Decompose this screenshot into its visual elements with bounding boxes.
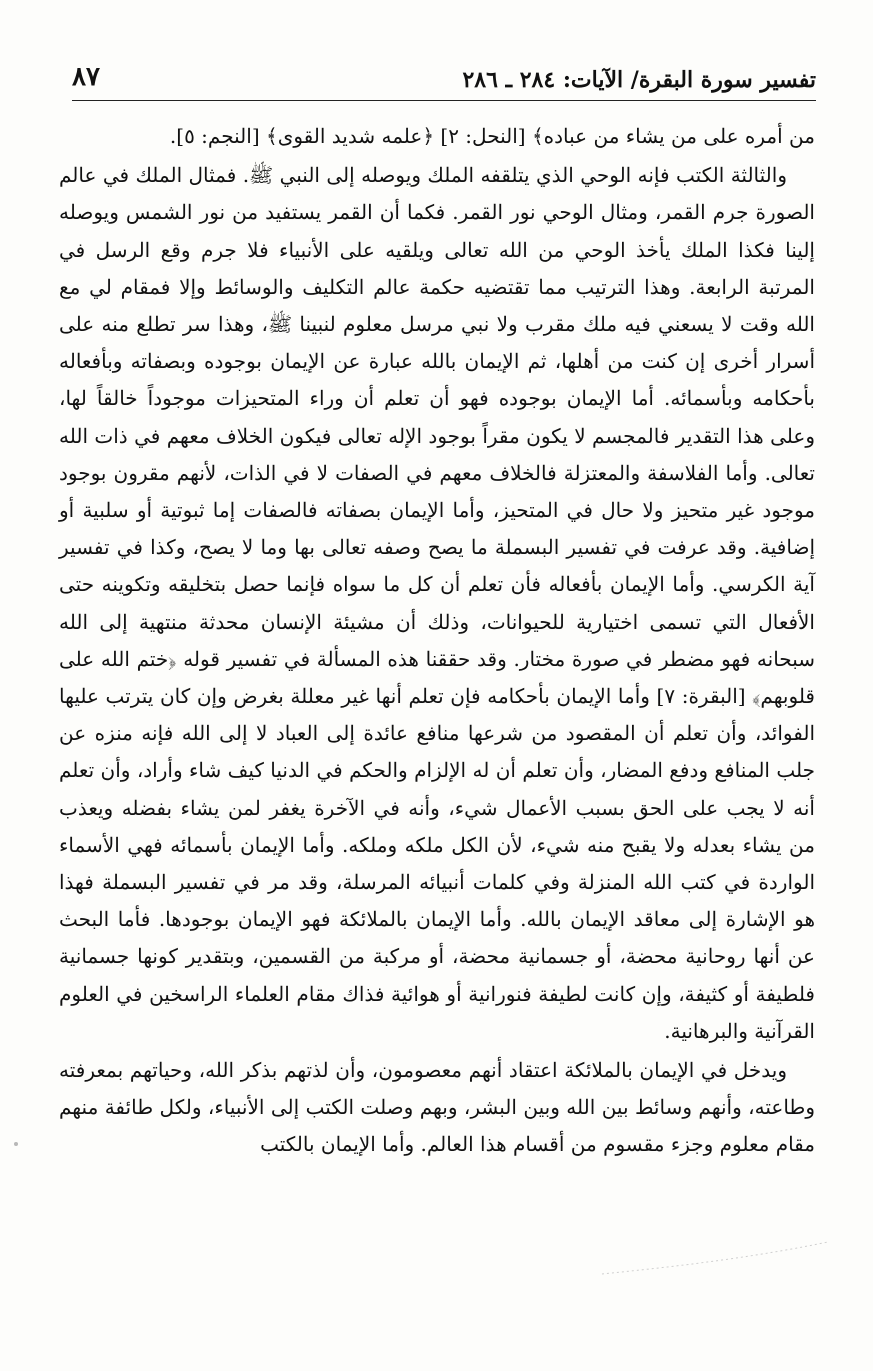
paragraph-continuation: من أمره على من يشاء من عباده﴾ [النحل: ٢] ﴿علمه شديد القوى﴾ [النجم: ٥]. xyxy=(169,124,815,148)
running-header-title: تفسير سورة البقرة/ الآيات: ٢٨٤ ـ ٢٨٦ xyxy=(462,67,816,93)
paragraph-closing: ويدخل في الإيمان بالملائكة اعتقاد أنهم معصومون، وأن لذتهم بذكر الله، وحياتهم بمعرفته وطاعته، وأنهم وسائط بين الله وبين البشر، وبهم وصلت الكتب إلى الأنبياء، ولكل طائفة منهم مقام معلوم وجزء مقسوم من أقسام هذا العالم. وأما الإيمان بالكتب xyxy=(59,1058,815,1157)
running-header xyxy=(72,58,816,98)
scan-artifact-curve xyxy=(600,1238,830,1278)
page-number: ٨٧ xyxy=(72,62,100,92)
body-text xyxy=(59,118,815,1164)
paragraph-main: والثالثة الكتب فإنه الوحي الذي يتلقفه الملك ويوصله إلى النبي ﷺ. فمثال الملك في عالم الصورة جرم القمر، ومثال الوحي نور القمر. فكما أن القمر يستفيد من نور الشمس ويوصله إلينا فكذا الملك يأخذ الوحي من الله تعالى ويلقيه على الأنبياء فلا جرم وقع الرسل في المرتبة الرابعة. وهذا الترتيب مما تقتضيه حكمة عالم التكليف والوسائط وإلا فمقام لي مع الله وقت لا يسعني فيه ملك مقرب ولا نبي مرسل معلوم لنبينا ﷺ، وهذا سر تطلع منه على أسرار أخرى إن كنت من أهلها، ثم الإيمان بالله عبارة عن الإيمان بوجوده وبصفاته وبأفعاله بأحكامه وبأسمائه. أما الإيمان بوجوده فهو أن تعلم أن وراء المتحيزات موجوداً خالقاً لها، وعلى هذا التقدير فالمجسم لا يكون مقراً بوجود الإله تعالى فيكون الخلاف معهم في ذات الله تعالى. وأما الفلاسفة والمعتزلة فالخلاف معهم في الصفات لا في الذات، لأنهم مقرون بوجود موجود غير متحيز ولا حال في المتحيز، وأما الإيمان بصفاته فالصفات إما ثبوتية أو سلبية أو إضافية. وقد عرفت في تفسير البسملة ما يصح وصفه تعالى بها وما لا يصح، وكذا في تفسير آية الكرسي. وأما الإيمان بأفعاله فأن تعلم أن كل ما سواه فإنما حصل بتخليقه وتكوينه حتى الأفعال التي تسمى اختيارية للحيوانات، وذلك أن مشيئة الإنسان محدثة منتهية إلى الله سبحانه فهو مضطر في صورة مختار. وقد حققنا هذه المسألة في تفسير قوله ﴿ختم الله على قلوبهم﴾ [البقرة: ٧] وأما الإيمان بأحكامه فإن تعلم أنها غير معللة بغرض وإن كان يترتب عليها الفوائد، وأن تعلم أن المقصود من شرعها منافع عائدة إلى العباد لا إلى الله فإنه منزه عن جلب المنافع ودفع المضار، وأن تعلم أن له الإلزام والحكم في الدنيا كيف شاء وأراد، وأن تعلم أنه لا يجب على الحق بسبب الأعمال شيء، وأنه في الآخرة يغفر لمن يشاء بفضله ويعذب من يشاء بعدله ولا يقبح منه شيء، لأن الكل ملكه وملكه. وأما الإيمان بأسمائه فهي الأسماء الواردة في كتب الله المنزلة وفي كلمات أنبيائه المرسلة، وقد مر في تفسير البسملة فهذا هو الإشارة إلى معاقد الإيمان بالله. وأما الإيمان بالملائكة فهو الإيمان بوجودها. فأما البحث عن أنها روحانية محضة، أو جسمانية محضة، أو مركبة من القسمين، وبتقدير كونها جسمانية فلطيفة أو كثيفة، وإن كانت لطيفة فنورانية أو هوائية فذاك مقام العلماء الراسخين في العلوم القرآنية والبرهانية. xyxy=(59,163,816,1043)
header-divider xyxy=(72,100,816,101)
scan-speck xyxy=(14,1142,18,1146)
